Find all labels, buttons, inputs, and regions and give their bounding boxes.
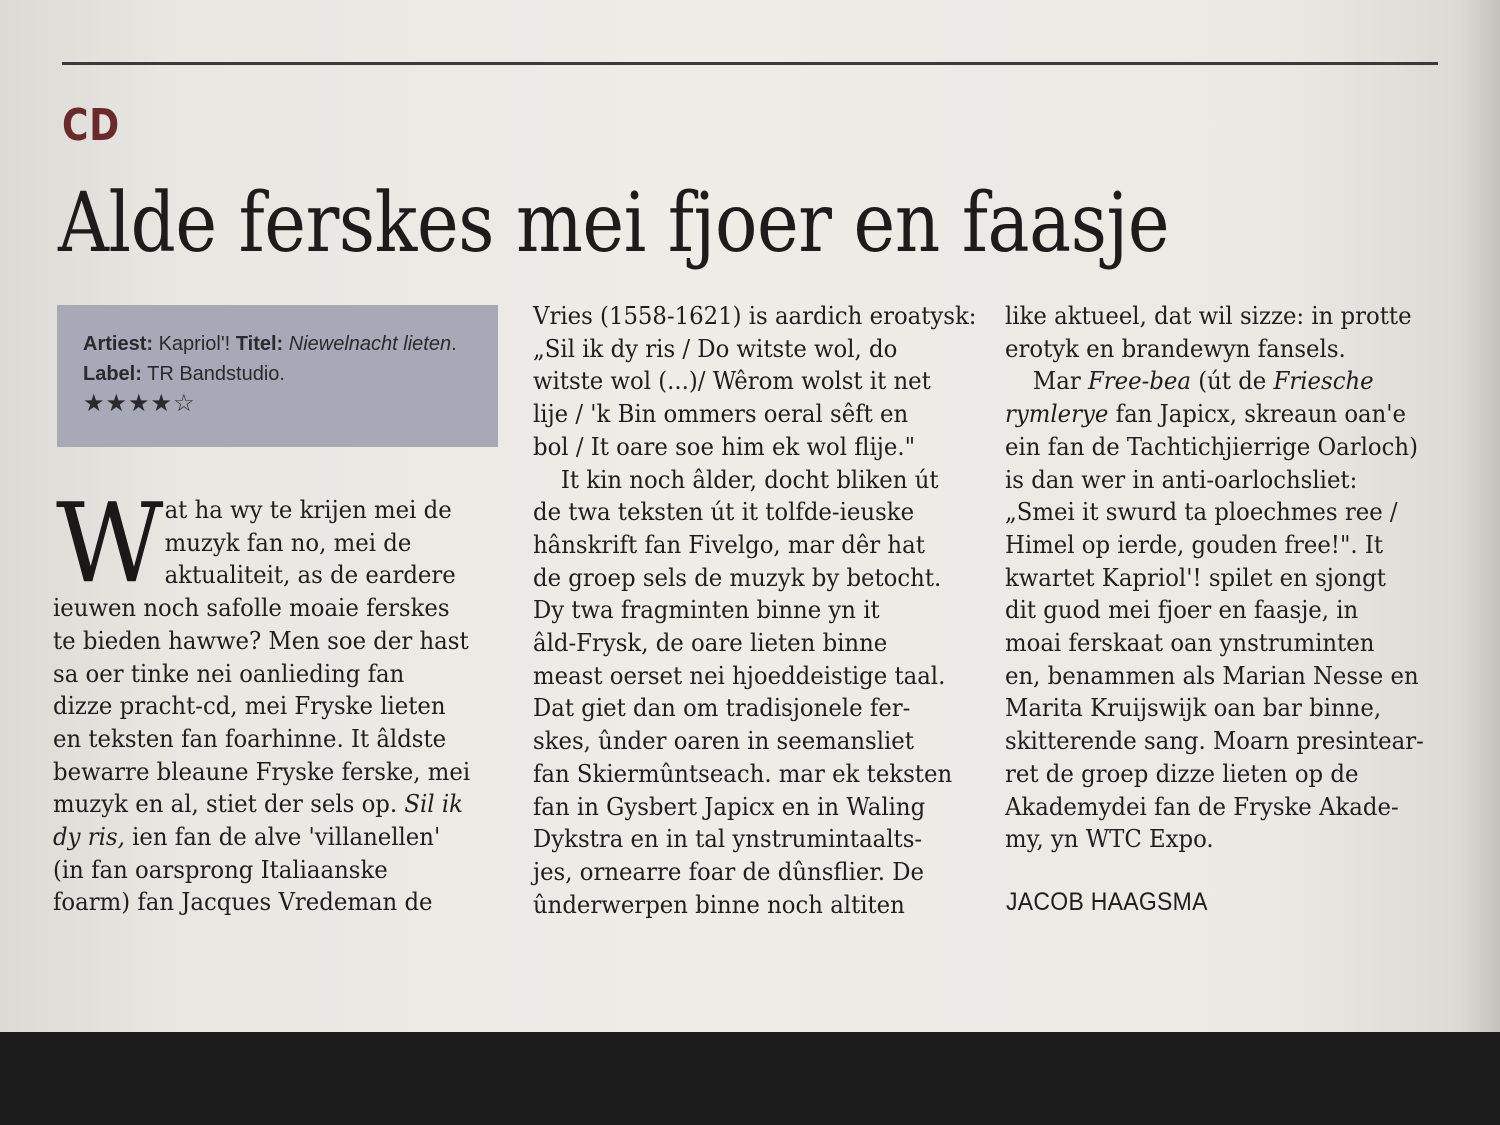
artist-value: Kapriol'! bbox=[158, 333, 231, 355]
author-byline: JACOB HAAGSMA bbox=[1006, 888, 1208, 916]
review-infobox bbox=[57, 305, 498, 447]
text-line: Marita Kruijswijk oan bar binne, bbox=[1005, 693, 1382, 723]
text-line: „Sil ik dy ris / Do witste wol, do bbox=[533, 333, 898, 363]
book-title: rymlerye bbox=[1005, 399, 1109, 429]
text-line: (in fan oarsprong Italiaanske bbox=[53, 854, 388, 884]
text-line: bewarre bleaune Fryske ferske, mei bbox=[53, 756, 471, 786]
text-line: âld-Frysk, de oare lieten binne bbox=[533, 628, 888, 658]
article-column-3 bbox=[1005, 300, 1455, 856]
text-segment: muzyk en al, stiet der sels op. bbox=[53, 789, 398, 819]
text-line: like aktueel, dat wil sizze: in protte bbox=[1005, 301, 1412, 330]
text-line: ieuwen noch safolle moaie ferskes bbox=[53, 593, 450, 623]
text-line: bol / It oare soe him ek wol flije." bbox=[533, 431, 916, 461]
artist-label: Artiest: bbox=[83, 333, 154, 355]
song-title: Sil ik bbox=[404, 789, 463, 819]
song-title: dy ris, bbox=[53, 822, 125, 852]
text-line: fan in Gysbert Japicx en in Waling bbox=[533, 791, 926, 821]
text-line: Vries (1558-1621) is aardich eroatysk: bbox=[533, 301, 977, 330]
text-line bbox=[1005, 398, 1424, 431]
text-segment: ien fan de alve 'villanellen' bbox=[132, 822, 441, 852]
text-line: en teksten fan foarhinne. It âldste bbox=[53, 723, 447, 753]
text-line: skes, ûnder oaren in seemansliet bbox=[533, 726, 914, 756]
text-line: foarm) fan Jacques Vredeman de bbox=[53, 887, 433, 917]
text-line: moai ferskaat oan ynstruminten bbox=[1005, 628, 1375, 658]
text-line bbox=[1005, 365, 1424, 398]
text-line: de groep sels de muzyk by betocht. bbox=[533, 562, 942, 592]
text-line: hânskrift fan Fivelgo, mar dêr hat bbox=[533, 529, 925, 559]
text-line: is dan wer in anti-oarlochsliet: bbox=[1005, 464, 1358, 494]
text-line: It kin noch âlder, docht bliken út bbox=[560, 464, 939, 494]
text-line: dizze pracht-cd, mei Fryske lieten bbox=[53, 691, 446, 721]
text-line: Dykstra en in tal ynstrumintaalts- bbox=[533, 824, 923, 854]
text-segment: fan Japicx, skreaun oan'e bbox=[1115, 399, 1407, 429]
text-line: at ha wy te krijen mei de bbox=[164, 495, 452, 524]
section-label: CD bbox=[62, 100, 121, 151]
text-line: fan Skiermûntseach. mar ek teksten bbox=[533, 758, 953, 788]
song-title: Free-bea bbox=[1087, 366, 1191, 396]
section-rule bbox=[62, 62, 1438, 65]
text-line: my, yn WTC Expo. bbox=[1005, 824, 1214, 854]
text-line: skitterende sang. Moarn presintear- bbox=[1005, 726, 1424, 756]
text-line: dit guod mei fjoer en faasje, in bbox=[1005, 595, 1359, 625]
page-shadow bbox=[1460, 0, 1500, 1032]
text-line: „Smei it swurd ta ploechmes ree / bbox=[1005, 497, 1398, 527]
text-line: muzyk fan no, mei de bbox=[164, 527, 412, 557]
text-line: lije / 'k Bin ommers oeral sêft en bbox=[533, 399, 909, 429]
text-line: Himel op ierde, gouden free!". It bbox=[1005, 529, 1384, 559]
rating-stars: ★★★★☆ bbox=[83, 390, 196, 417]
infobox-line-1: Artiest: Kapriol'! Titel: Niewelnacht lieten. Label: TR Bandstudio. bbox=[83, 333, 457, 385]
text-line bbox=[53, 788, 470, 821]
title-label: Titel: bbox=[235, 333, 284, 355]
text-line: ûnderwerpen binne noch altiten bbox=[533, 889, 905, 919]
text-line: de twa teksten út it tolfde-ieuske bbox=[533, 497, 915, 527]
text-line: witste wol (...)/ Wêrom wolst it net bbox=[533, 366, 931, 396]
text-line bbox=[53, 821, 470, 854]
article-column-1 bbox=[53, 494, 502, 919]
text-line: Dat giet dan om tradisjonele fer- bbox=[533, 693, 911, 723]
text-line: Akademydei fan de Fryske Akade- bbox=[1005, 791, 1399, 821]
title-value: Niewelnacht lieten bbox=[288, 333, 452, 355]
text-line: kwartet Kapriol'! spilet en sjongt bbox=[1005, 562, 1386, 592]
label-value: TR Bandstudio. bbox=[147, 363, 285, 385]
text-segment: (út de bbox=[1198, 366, 1267, 396]
drop-cap: W bbox=[56, 479, 164, 607]
text-line: erotyk en brandewyn fansels. bbox=[1005, 333, 1346, 363]
headline: Alde ferskes mei fjoer en faasje bbox=[58, 176, 1170, 271]
text-line: ret de groep dizze lieten op de bbox=[1005, 758, 1359, 788]
text-line: te bieden hawwe? Men soe der hast bbox=[53, 625, 469, 655]
label-label: Label: bbox=[83, 363, 142, 385]
article-column-2 bbox=[533, 300, 1010, 921]
text-line: meast oerset nei hjoeddeistige taal. bbox=[533, 660, 946, 690]
text-line: ein fan de Tachtichjierrige Oarloch) bbox=[1005, 431, 1418, 461]
text-line: jes, ornearre foar de dûnsflier. De bbox=[533, 856, 925, 886]
text-line: sa oer tinke nei oanlieding fan bbox=[53, 658, 405, 688]
text-segment: Mar bbox=[1032, 366, 1081, 396]
text-line: aktualiteit, as de eardere bbox=[164, 560, 456, 590]
text-line: Dy twa fragminten binne yn it bbox=[533, 595, 880, 625]
text-line: en, benammen als Marian Nesse en bbox=[1005, 660, 1419, 690]
book-title: Friesche bbox=[1273, 366, 1374, 396]
